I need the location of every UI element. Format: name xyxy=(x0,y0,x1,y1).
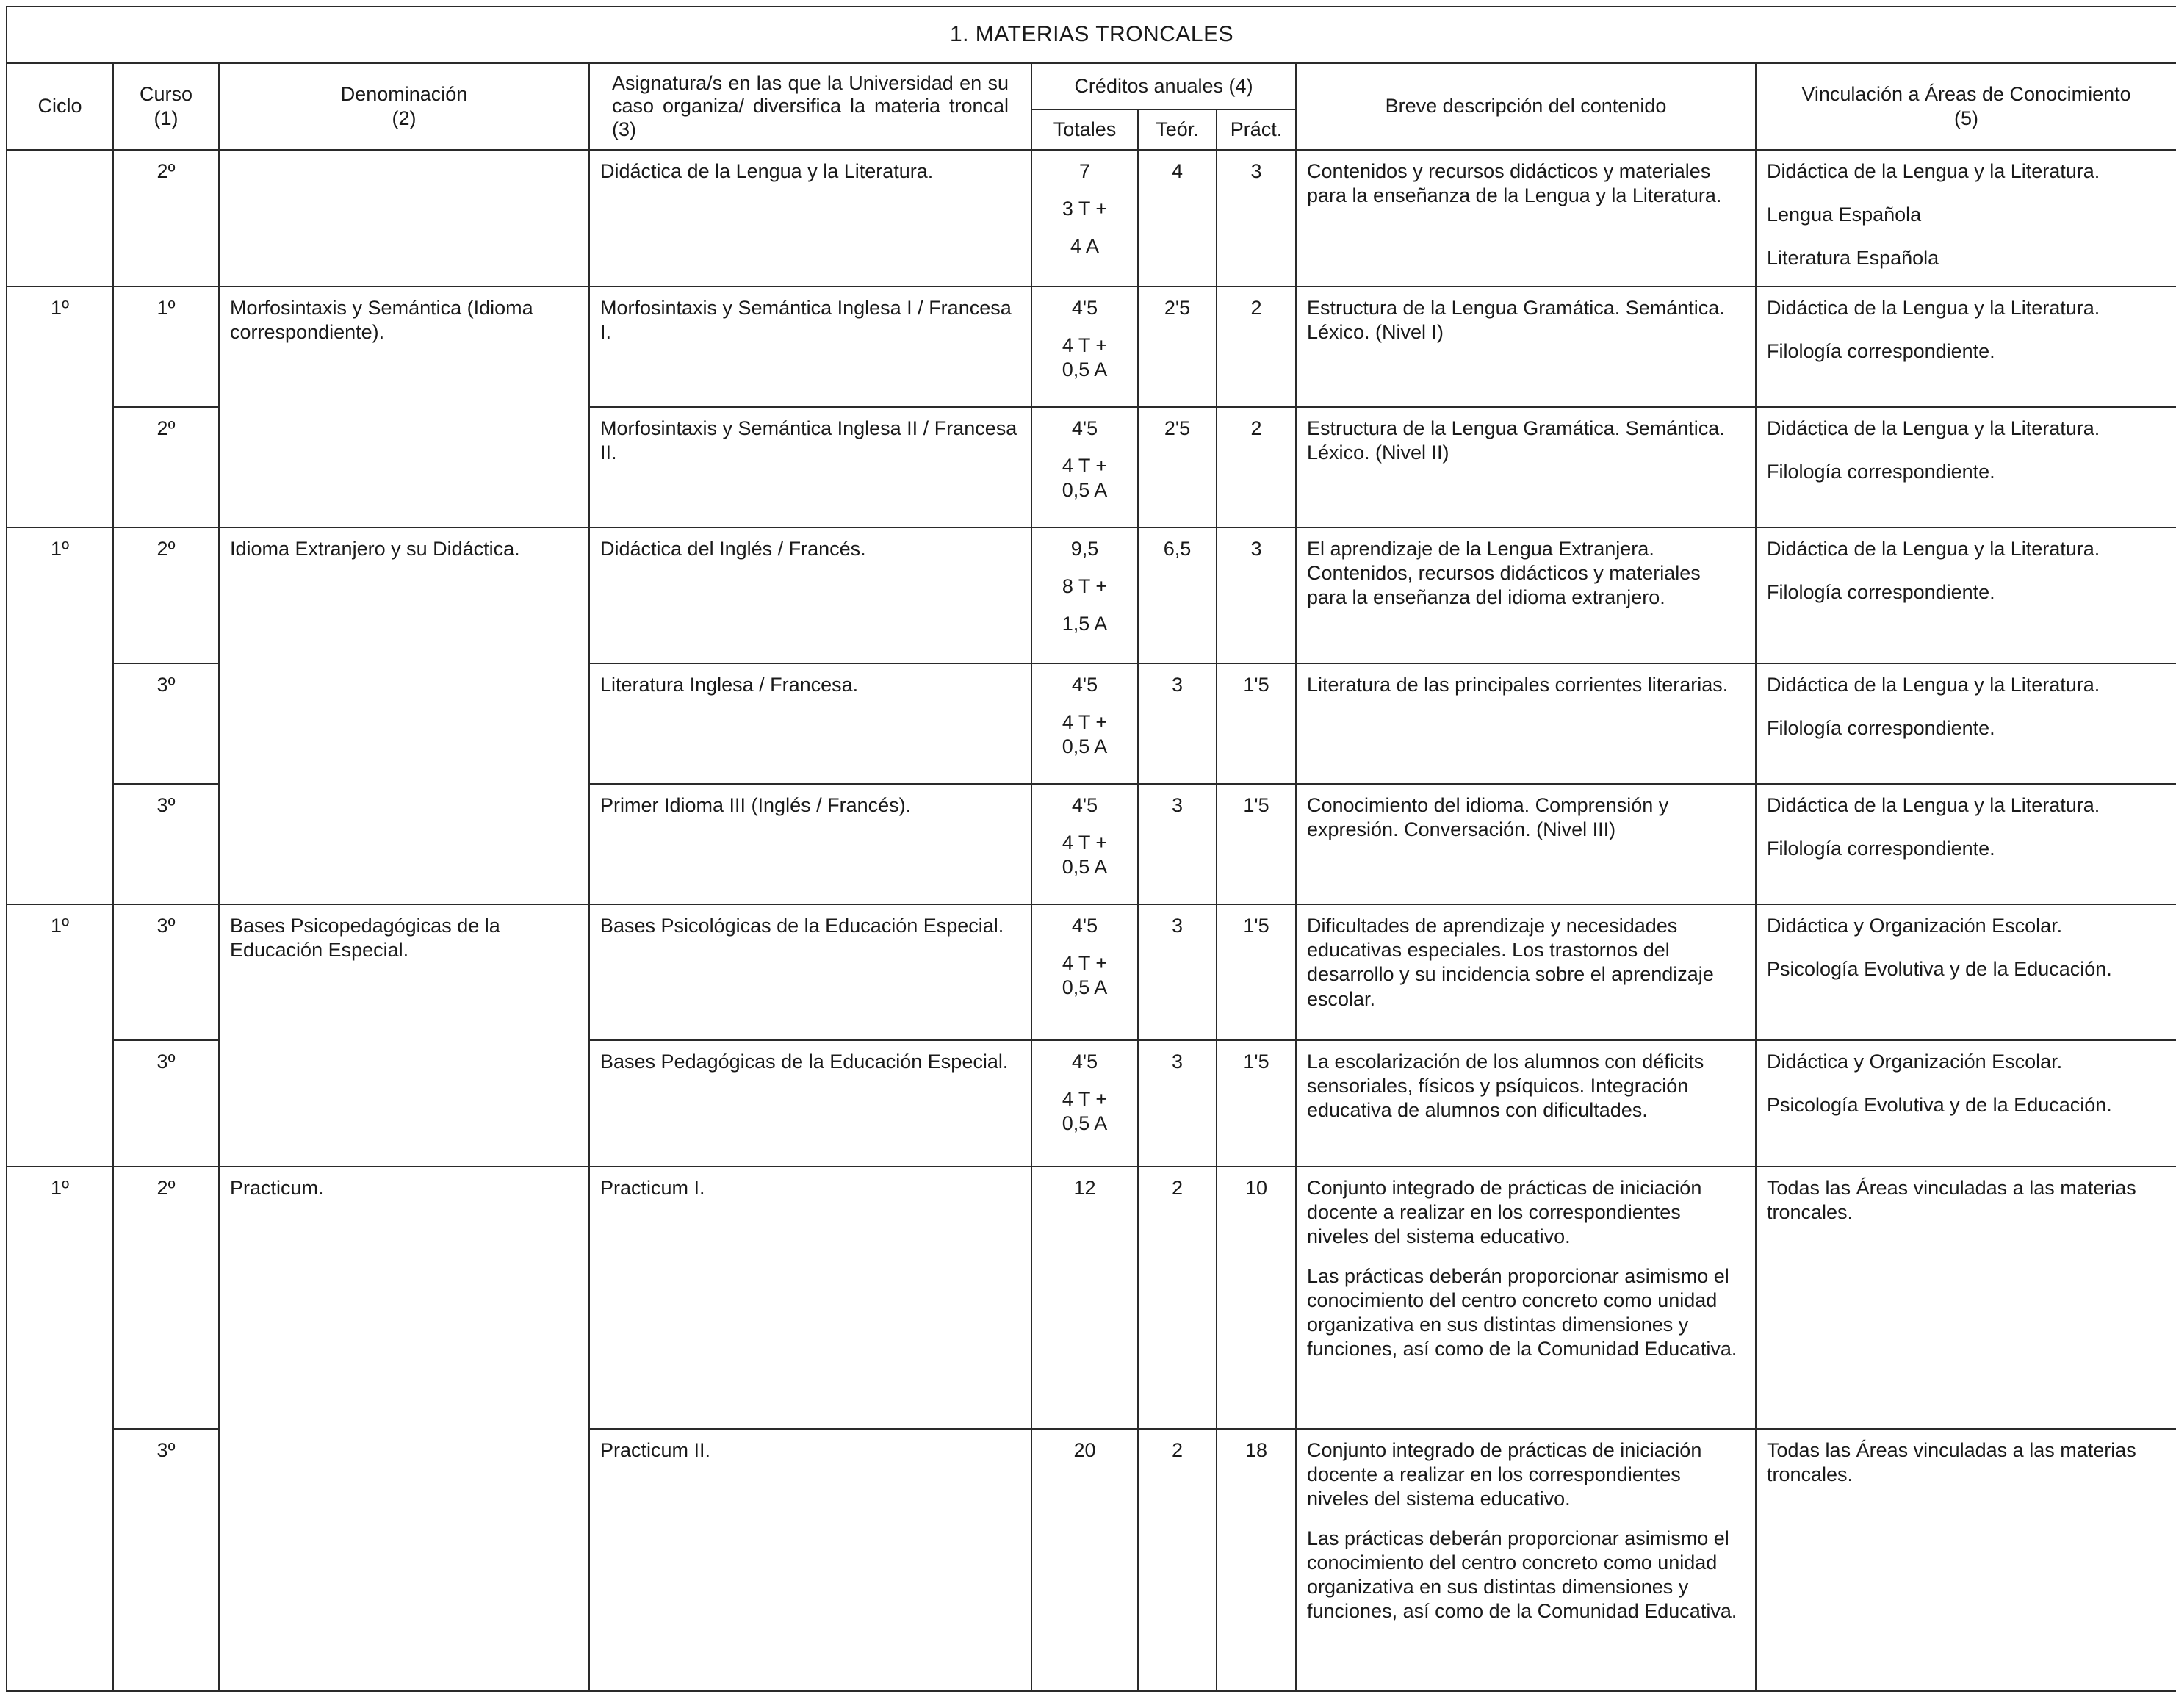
cell-descripcion xyxy=(1296,1429,1756,1691)
totales-adicionales: 0,5 A xyxy=(1062,1112,1108,1135)
totales-teoricos: 4 T + xyxy=(1062,711,1108,734)
cell-descripcion xyxy=(1296,287,1756,407)
cell-teor: 2'5 xyxy=(1138,287,1217,407)
header-denominacion-label: Denominación xyxy=(340,82,468,105)
header-curso xyxy=(113,63,219,150)
totales-adicionales: 0,5 A xyxy=(1062,479,1108,502)
header-descripcion: Breve descripción del contenido xyxy=(1296,63,1756,150)
cell-denominacion: Morfosintaxis y Semántica (Idioma correspondiente). xyxy=(219,287,589,527)
cell-asignatura: Practicum I. xyxy=(589,1167,1031,1429)
cell-curso: 3º xyxy=(113,663,219,784)
cell-descripcion xyxy=(1296,150,1756,287)
cell-ciclo: 1º xyxy=(7,904,113,1167)
descripcion-text: Las prácticas deberán proporcionar asimismo el conocimiento del centro concreto como unidad organizativa en sus distintas dimensiones y funciones, así como de la Comunidad Educativa. xyxy=(1307,1264,1737,1361)
cell-curso: 3º xyxy=(113,1429,219,1691)
cell-curso: 2º xyxy=(113,1167,219,1429)
cell-denominacion xyxy=(219,150,589,287)
area-item: Lengua Española xyxy=(1767,203,1922,226)
area-item: Psicología Evolutiva y de la Educación. xyxy=(1767,1094,2112,1117)
materias-troncales-table xyxy=(6,6,2176,1692)
cell-areas xyxy=(1756,150,2176,287)
cell-pract: 3 xyxy=(1217,150,1296,287)
cell-totales: 20 xyxy=(1031,1429,1138,1691)
cell-teor: 2 xyxy=(1138,1429,1217,1691)
totales-teoricos: 3 T + xyxy=(1062,198,1108,220)
totales-adicionales: 0,5 A xyxy=(1062,976,1108,999)
header-vinculacion xyxy=(1756,63,2176,150)
totales-value: 9,5 xyxy=(1070,538,1099,560)
cell-totales xyxy=(1031,150,1138,287)
area-item: Didáctica de la Lengua y la Literatura. xyxy=(1767,417,2100,439)
cell-descripcion xyxy=(1296,663,1756,784)
descripcion-text: Conjunto integrado de prácticas de iniciación docente a realizar en los correspondientes niveles del sistema educativo. xyxy=(1307,1177,1702,1248)
cell-teor: 2'5 xyxy=(1138,407,1217,527)
totales-adicionales: 1,5 A xyxy=(1062,613,1108,635)
cell-denominacion: Practicum. xyxy=(219,1167,589,1691)
descripcion-text: La escolarización de los alumnos con déficits sensoriales, físicos y psíquicos. Integración educativa de alumnos con dificultades. xyxy=(1307,1051,1704,1122)
cell-asignatura: Didáctica de la Lengua y la Literatura. xyxy=(589,150,1031,287)
cell-curso: 3º xyxy=(113,904,219,1040)
cell-totales xyxy=(1031,287,1138,407)
cell-asignatura: Didáctica del Inglés / Francés. xyxy=(589,527,1031,663)
area-item: Didáctica y Organización Escolar. xyxy=(1767,1051,2063,1073)
cell-ciclo xyxy=(7,150,113,287)
totales-teoricos: 8 T + xyxy=(1062,575,1108,598)
cell-descripcion xyxy=(1296,527,1756,663)
descripcion-text: Contenidos y recursos didácticos y materiales para la enseñanza de la Lengua y la Literatura. xyxy=(1307,160,1722,207)
cell-curso: 2º xyxy=(113,407,219,527)
descripcion-text: Dificultades de aprendizaje y necesidades educativas especiales. Los trastornos del desarrollo y su incidencia sobre el aprendizaje escolar. xyxy=(1307,915,1714,1010)
cell-totales xyxy=(1031,663,1138,784)
totales-value: 4'5 xyxy=(1071,297,1098,319)
cell-descripcion xyxy=(1296,784,1756,904)
cell-curso: 3º xyxy=(113,784,219,904)
totales-teoricos: 4 T + xyxy=(1062,455,1108,478)
cell-areas xyxy=(1756,663,2176,784)
cell-pract: 1'5 xyxy=(1217,663,1296,784)
cell-descripcion xyxy=(1296,904,1756,1040)
cell-totales xyxy=(1031,407,1138,527)
materias-troncales-sheet xyxy=(6,6,2176,1692)
descripcion-text: Conjunto integrado de prácticas de iniciación docente a realizar en los correspondientes niveles del sistema educativo. xyxy=(1307,1439,1702,1510)
area-item: Filología correspondiente. xyxy=(1767,717,1995,740)
area-item: Filología correspondiente. xyxy=(1767,461,1995,483)
descripcion-text: El aprendizaje de la Lengua Extranjera. Contenidos, recursos didácticos y materiales para la enseñanza del idioma extranjero. xyxy=(1307,538,1701,609)
cell-asignatura: Primer Idioma III (Inglés / Francés). xyxy=(589,784,1031,904)
cell-pract: 3 xyxy=(1217,527,1296,663)
area-item: Didáctica de la Lengua y la Literatura. xyxy=(1767,297,2100,319)
header-curso-note: (1) xyxy=(154,107,179,129)
cell-areas xyxy=(1756,904,2176,1040)
totales-teoricos: 4 T + xyxy=(1062,832,1108,854)
area-item: Didáctica y Organización Escolar. xyxy=(1767,915,2063,937)
cell-teor: 3 xyxy=(1138,1040,1217,1167)
descripcion-text: Estructura de la Lengua Gramática. Semántica. Léxico. (Nivel I) xyxy=(1307,297,1725,344)
cell-totales xyxy=(1031,1040,1138,1167)
cell-teor: 3 xyxy=(1138,784,1217,904)
totales-adicionales: 0,5 A xyxy=(1062,358,1108,381)
cell-descripcion xyxy=(1296,1040,1756,1167)
header-denominacion xyxy=(219,63,589,150)
cell-ciclo: 1º xyxy=(7,527,113,904)
table-row xyxy=(7,1167,2176,1429)
cell-areas xyxy=(1756,527,2176,663)
totales-adicionales: 0,5 A xyxy=(1062,856,1108,879)
header-vinculacion-note: (5) xyxy=(1954,107,1979,129)
cell-pract: 18 xyxy=(1217,1429,1296,1691)
cell-pract: 1'5 xyxy=(1217,904,1296,1040)
cell-areas xyxy=(1756,1429,2176,1691)
cell-pract: 10 xyxy=(1217,1167,1296,1429)
cell-ciclo: 1º xyxy=(7,1167,113,1691)
cell-curso: 1º xyxy=(113,287,219,407)
area-item: Filología correspondiente. xyxy=(1767,837,1995,860)
area-item: Todas las Áreas vinculadas a las materias troncales. xyxy=(1767,1177,2136,1224)
header-pract: Práct. xyxy=(1217,109,1296,150)
cell-totales xyxy=(1031,904,1138,1040)
totales-teoricos: 4 T + xyxy=(1062,334,1108,357)
area-item: Literatura Española xyxy=(1767,247,1939,270)
cell-denominacion: Idioma Extranjero y su Didáctica. xyxy=(219,527,589,904)
cell-teor: 3 xyxy=(1138,663,1217,784)
area-item: Didáctica de la Lengua y la Literatura. xyxy=(1767,794,2100,816)
descripcion-text: Estructura de la Lengua Gramática. Semántica. Léxico. (Nivel II) xyxy=(1307,417,1725,464)
cell-asignatura: Practicum II. xyxy=(589,1429,1031,1691)
cell-ciclo: 1º xyxy=(7,287,113,527)
table-row xyxy=(7,287,2176,407)
table-row xyxy=(7,527,2176,663)
cell-asignatura: Bases Psicológicas de la Educación Especial. xyxy=(589,904,1031,1040)
cell-teor: 6,5 xyxy=(1138,527,1217,663)
cell-teor: 4 xyxy=(1138,150,1217,287)
table-title: 1. MATERIAS TRONCALES xyxy=(7,7,2176,63)
totales-value: 4'5 xyxy=(1071,794,1098,816)
header-creditos: Créditos anuales (4) xyxy=(1031,63,1296,109)
table-row xyxy=(7,904,2176,1040)
descripcion-text: Las prácticas deberán proporcionar asimismo el conocimiento del centro concreto como unidad organizativa en sus distintas dimensiones y funciones, así como de la Comunidad Educativa. xyxy=(1307,1527,1737,1623)
cell-descripcion xyxy=(1296,1167,1756,1429)
cell-teor: 3 xyxy=(1138,904,1217,1040)
totales-teoricos: 4 T + xyxy=(1062,1088,1108,1111)
cell-teor: 2 xyxy=(1138,1167,1217,1429)
cell-pract: 2 xyxy=(1217,287,1296,407)
totales-value: 4'5 xyxy=(1071,915,1098,937)
totales-value: 4'5 xyxy=(1071,417,1098,439)
area-item: Todas las Áreas vinculadas a las materias troncales. xyxy=(1767,1439,2136,1486)
cell-areas xyxy=(1756,1040,2176,1167)
cell-areas xyxy=(1756,1167,2176,1429)
header-teor: Teór. xyxy=(1138,109,1217,150)
cell-asignatura: Literatura Inglesa / Francesa. xyxy=(589,663,1031,784)
cell-pract: 2 xyxy=(1217,407,1296,527)
cell-asignatura: Morfosintaxis y Semántica Inglesa I / Francesa I. xyxy=(589,287,1031,407)
totales-teoricos: 4 T + xyxy=(1062,952,1108,975)
cell-asignatura: Morfosintaxis y Semántica Inglesa II / Francesa II. xyxy=(589,407,1031,527)
header-curso-label: Curso xyxy=(139,82,193,105)
totales-adicionales: 4 A xyxy=(1070,235,1100,258)
area-item: Didáctica de la Lengua y la Literatura. xyxy=(1767,160,2100,182)
header-ciclo: Ciclo xyxy=(7,63,113,150)
area-item: Psicología Evolutiva y de la Educación. xyxy=(1767,958,2112,981)
area-item: Didáctica de la Lengua y la Literatura. xyxy=(1767,674,2100,696)
totales-value: 7 xyxy=(1078,160,1091,182)
cell-pract: 1'5 xyxy=(1217,1040,1296,1167)
cell-curso: 2º xyxy=(113,150,219,287)
cell-descripcion xyxy=(1296,407,1756,527)
header-vinculacion-label: Vinculación a Áreas de Conocimiento xyxy=(1801,82,2131,105)
totales-value: 4'5 xyxy=(1071,1051,1098,1073)
cell-areas xyxy=(1756,784,2176,904)
area-item: Filología correspondiente. xyxy=(1767,581,1995,604)
totales-adicionales: 0,5 A xyxy=(1062,735,1108,758)
cell-asignatura: Bases Pedagógicas de la Educación Especial. xyxy=(589,1040,1031,1167)
descripcion-text: Conocimiento del idioma. Comprensión y expresión. Conversación. (Nivel III) xyxy=(1307,794,1669,841)
area-item: Filología correspondiente. xyxy=(1767,340,1995,363)
header-denominacion-note: (2) xyxy=(392,107,417,129)
table-row xyxy=(7,150,2176,287)
cell-totales xyxy=(1031,527,1138,663)
cell-areas xyxy=(1756,287,2176,407)
cell-curso: 3º xyxy=(113,1040,219,1167)
cell-pract: 1'5 xyxy=(1217,784,1296,904)
cell-totales: 12 xyxy=(1031,1167,1138,1429)
descripcion-text: Literatura de las principales corrientes literarias. xyxy=(1307,674,1729,696)
cell-denominacion: Bases Psicopedagógicas de la Educación Especial. xyxy=(219,904,589,1167)
header-totales: Totales xyxy=(1031,109,1138,150)
totales-value: 4'5 xyxy=(1071,674,1098,696)
cell-totales xyxy=(1031,784,1138,904)
header-asignatura: Asignatura/s en las que la Universidad en su caso organiza/ diversifica la materia troncal (3) xyxy=(589,63,1031,150)
cell-areas xyxy=(1756,407,2176,527)
cell-curso: 2º xyxy=(113,527,219,663)
area-item: Didáctica de la Lengua y la Literatura. xyxy=(1767,538,2100,560)
